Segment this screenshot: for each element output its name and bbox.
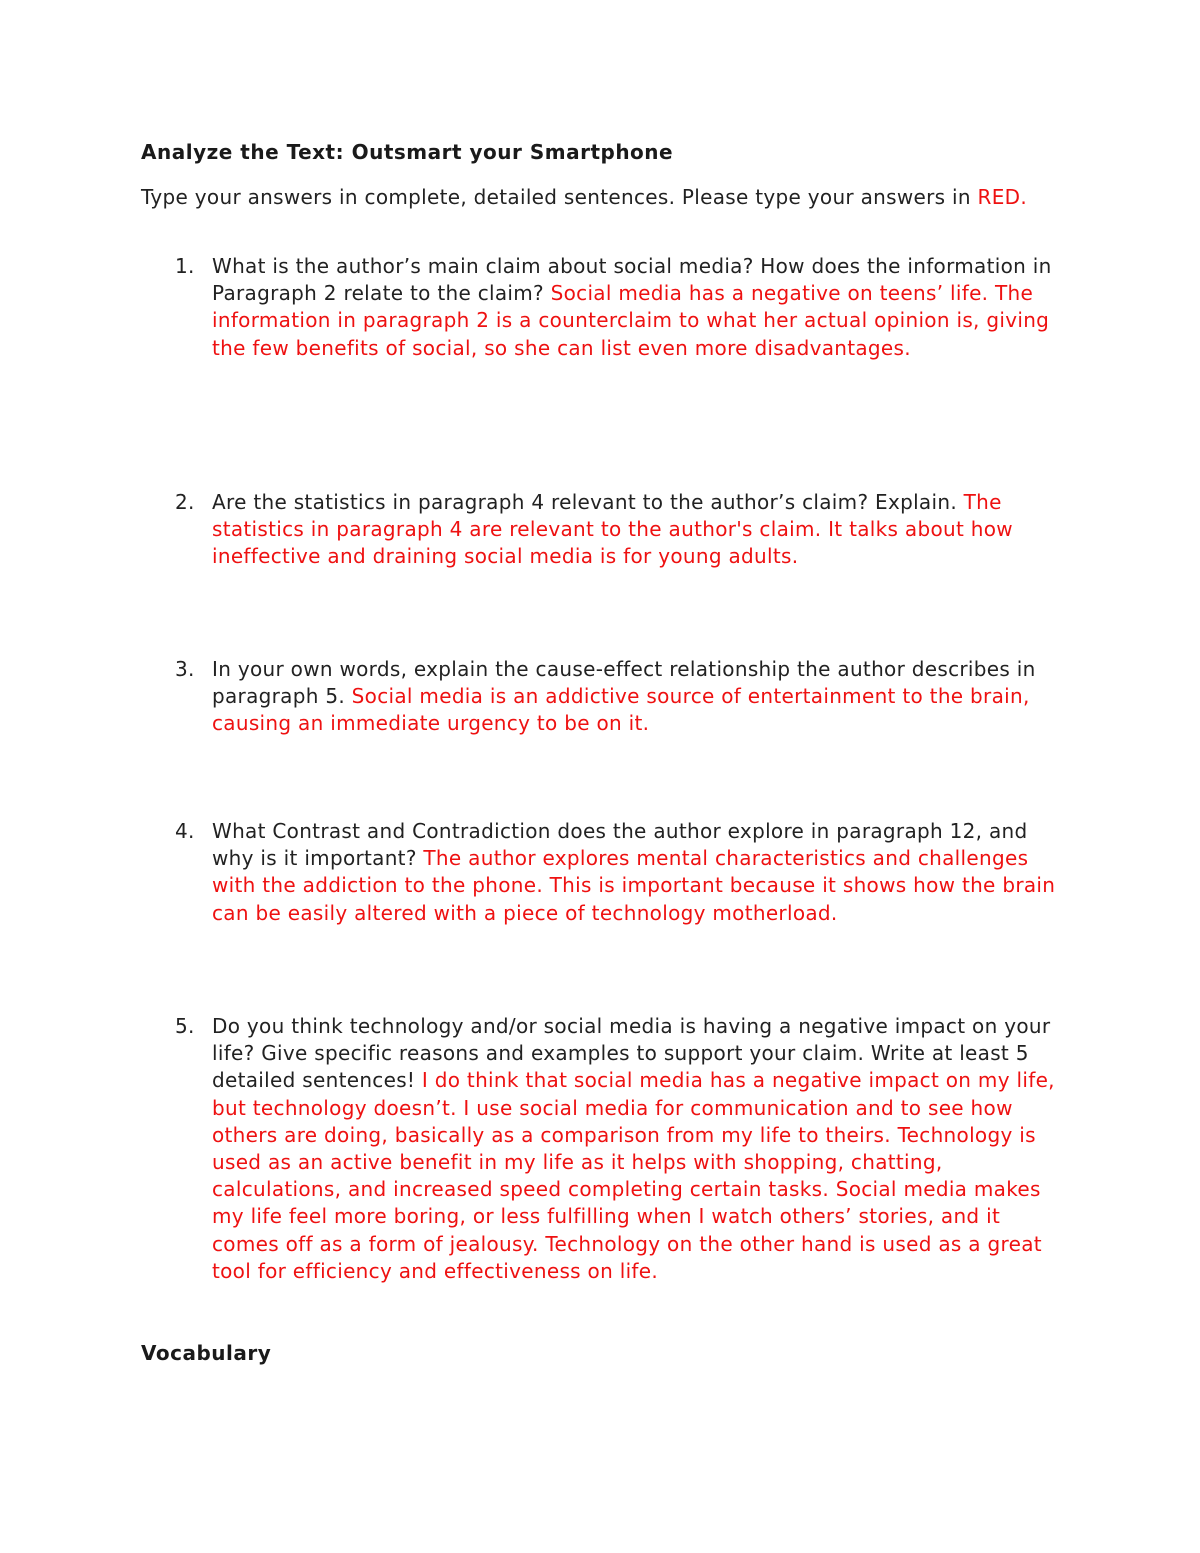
answer-text: The author explores mental characteristics and challenges with the addiction to the phone. This is important because it shows how the brain can be easily altered with a piece of technology motherload. <box>212 846 1056 925</box>
answer-text: Social media is an addictive source of entertainment to the brain, causing an immediate urgency to be on it. <box>212 684 1030 736</box>
question-body <box>212 253 1071 362</box>
question-3 <box>141 656 1071 738</box>
document-title: Analyze the Text: Outsmart your Smartphone <box>141 140 674 164</box>
question-prompt: In your own words, explain the cause-effect relationship the author describes in paragraph 5. <box>212 657 1036 709</box>
question-2 <box>141 489 1071 571</box>
question-prompt: Do you think technology and/or social media is having a negative impact on your life? Give specific reasons and examples to support your claim. Write at least 5 detailed sentences! <box>212 1014 1051 1093</box>
question-body <box>212 656 1071 738</box>
question-4 <box>141 818 1071 927</box>
vocabulary-heading: Vocabulary <box>141 1341 272 1365</box>
instructions <box>141 183 1041 211</box>
question-number: 5. <box>175 1014 195 1038</box>
question-number: 3. <box>175 657 195 681</box>
answer-text: Social media has a negative on teens’ life. The information in paragraph 2 is a counterclaim to what her actual opinion is, giving the few benefits of social, so she can list even more disadvantages. <box>212 281 1050 360</box>
question-number: 1. <box>175 254 195 278</box>
question-number: 2. <box>175 490 195 514</box>
question-body <box>212 818 1071 927</box>
question-number: 4. <box>175 819 195 843</box>
question-body <box>212 1013 1071 1285</box>
question-1 <box>141 253 1071 362</box>
question-prompt: What Contrast and Contradiction does the author explore in paragraph 12, and why is it important? <box>212 819 1028 871</box>
question-prompt: Are the statistics in paragraph 4 relevant to the author’s claim? Explain. <box>212 490 964 514</box>
question-prompt: What is the author’s main claim about social media? How does the information in Paragraph 2 relate to the claim? <box>212 254 1052 306</box>
instructions-highlight: RED. <box>977 185 1028 209</box>
instructions-text: Type your answers in complete, detailed sentences. Please type your answers in <box>141 185 978 209</box>
question-body <box>212 489 1071 571</box>
question-5 <box>141 1013 1071 1285</box>
answer-text: I do think that social media has a negative impact on my life, but technology doesn’t. I use social media for communication and to see how others are doing, basically as a comparison from my life to theirs. Technology is used as an active benefit in my life as it helps with shopping, chatting, calculations, and increased speed completing certain tasks. Social media makes my life feel more boring, or less fulfilling when I watch others’ stories, and it comes off as a form of jealousy. Technology on the other hand is used as a great tool for efficiency and effectiveness on life. <box>212 1068 1055 1283</box>
answer-text: The statistics in paragraph 4 are relevant to the author's claim. It talks about how ineffective and draining social media is for young adults. <box>212 490 1013 569</box>
